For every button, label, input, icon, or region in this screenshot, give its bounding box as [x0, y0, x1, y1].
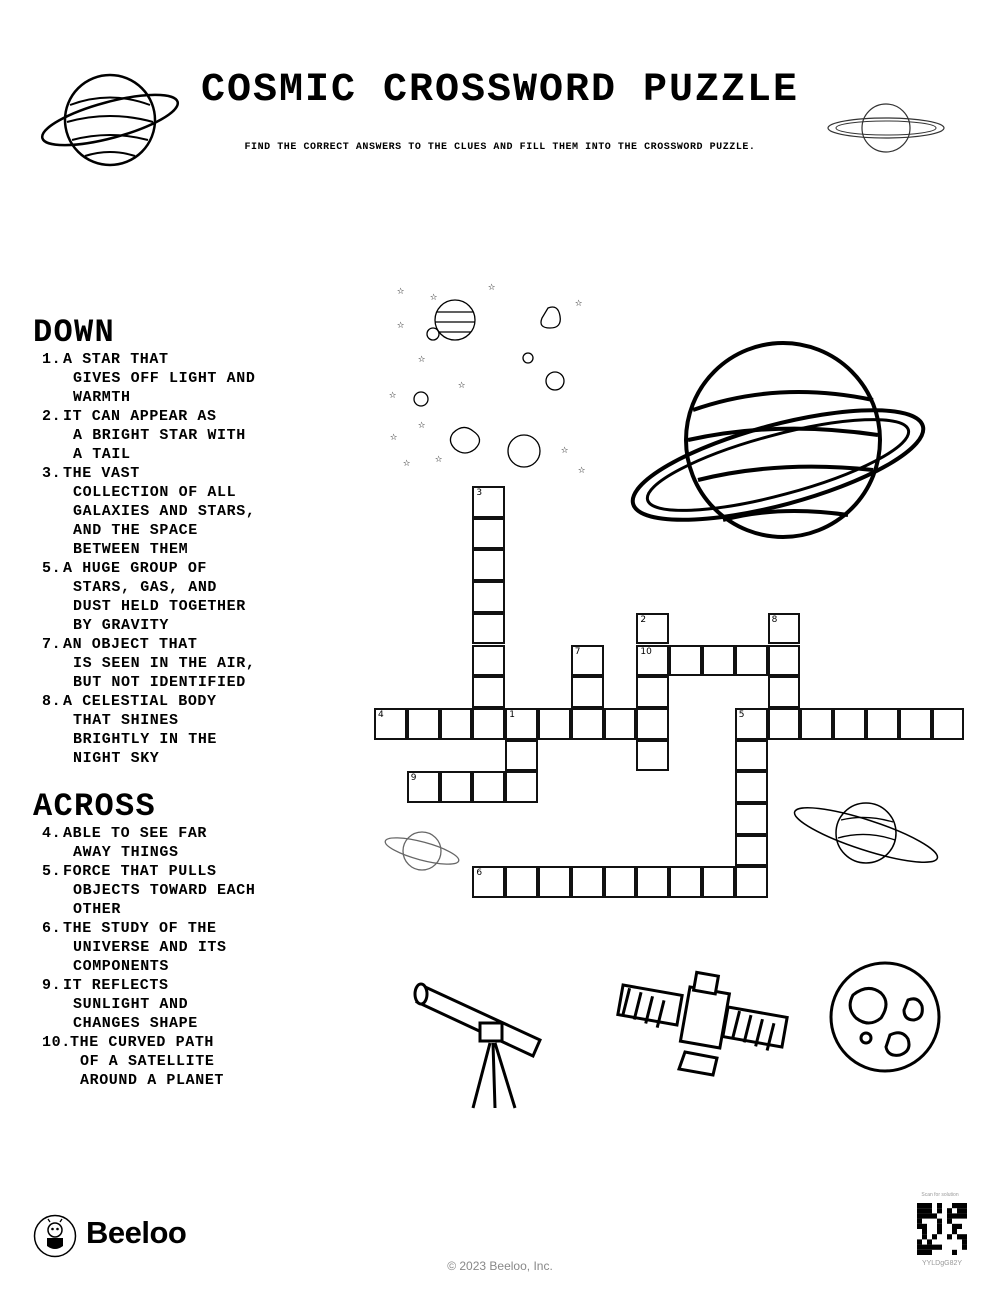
clue-text: STARS, GAS, AND — [73, 579, 218, 596]
svg-text:☆: ☆ — [575, 296, 583, 310]
clue-text: FORCE THAT PULLS — [63, 863, 217, 880]
clue-first-line — [42, 350, 255, 369]
clue-line — [42, 995, 255, 1014]
crossword-cell[interactable] — [472, 518, 505, 550]
stars-and-planets-cluster-icon — [385, 278, 600, 478]
crossword-cell[interactable] — [472, 645, 505, 677]
clue-text: AN OBJECT THAT — [63, 636, 198, 653]
clue-text: A HUGE GROUP OF — [63, 560, 208, 577]
down-heading: DOWN — [33, 314, 116, 351]
cell-clue-number: 4 — [378, 709, 384, 720]
clue-text: DUST HELD TOGETHER — [73, 598, 246, 615]
crossword-cell[interactable] — [768, 676, 801, 708]
clue-item — [42, 919, 255, 976]
clue-text: COLLECTION OF ALL — [73, 484, 237, 501]
crossword-cell[interactable] — [505, 740, 538, 772]
clue-number: 2. — [42, 408, 62, 425]
brand-name: Beeloo — [86, 1215, 187, 1250]
crossword-cell[interactable] — [636, 740, 669, 772]
crossword-cell[interactable] — [440, 708, 473, 740]
clue-number: 6. — [42, 920, 62, 937]
clue-number: 3. — [42, 465, 62, 482]
crossword-cell[interactable] — [407, 771, 440, 803]
svg-text:☆: ☆ — [418, 352, 426, 366]
crossword-cell[interactable] — [833, 708, 866, 740]
clue-line — [42, 426, 255, 445]
crossword-cell[interactable] — [735, 708, 768, 740]
cell-clue-number: 9 — [410, 773, 417, 784]
crossword-cell[interactable] — [702, 645, 735, 677]
clue-number: 5. — [42, 560, 62, 577]
clue-text: COMPONENTS — [73, 958, 170, 975]
crossword-cell[interactable] — [472, 613, 505, 645]
clue-line — [42, 749, 255, 768]
svg-text:☆: ☆ — [435, 452, 443, 466]
crossword-cell[interactable] — [505, 866, 538, 898]
clue-text: CHANGES SHAPE — [73, 1015, 198, 1032]
clue-text: THE CURVED PATH — [70, 1034, 215, 1051]
clue-text: SUNLIGHT AND — [73, 996, 189, 1013]
clue-first-line — [42, 464, 255, 483]
crossword-cell[interactable] — [472, 866, 505, 898]
crossword-cell[interactable] — [636, 676, 669, 708]
clue-line — [42, 900, 255, 919]
crossword-cell[interactable] — [440, 771, 473, 803]
clue-item — [42, 559, 255, 635]
crossword-cell[interactable] — [472, 581, 505, 613]
clue-item — [42, 407, 255, 464]
crossword-cell[interactable] — [374, 708, 407, 740]
moon-icon — [828, 960, 943, 1075]
crossword-cell[interactable] — [735, 866, 768, 898]
clue-first-line — [42, 1033, 255, 1052]
clue-line — [42, 673, 255, 692]
clue-item — [42, 350, 255, 407]
crossword-cell[interactable] — [571, 645, 604, 677]
page-title: COSMIC CROSSWORD PUZZLE — [200, 68, 800, 113]
clue-line — [42, 578, 255, 597]
clue-text: BUT NOT IDENTIFIED — [73, 674, 246, 691]
clue-item — [42, 862, 255, 919]
telescope-icon — [415, 968, 555, 1110]
clue-number: 10. — [42, 1034, 71, 1051]
svg-text:☆: ☆ — [418, 418, 426, 432]
clue-line — [42, 369, 255, 388]
cell-clue-number: 6 — [476, 868, 483, 879]
clue-line — [42, 521, 255, 540]
clue-text: NIGHT SKY — [73, 750, 160, 767]
clue-text: BETWEEN THEM — [73, 541, 189, 558]
crossword-cell[interactable] — [800, 708, 833, 740]
clue-line — [42, 730, 255, 749]
clue-text: OTHER — [73, 901, 122, 918]
clue-text: GALAXIES AND STARS, — [73, 503, 256, 520]
crossword-cell[interactable] — [571, 708, 604, 740]
clue-item — [42, 692, 255, 768]
puzzle-code: YYLDgG82Y — [921, 1260, 963, 1267]
crossword-cell[interactable] — [636, 708, 669, 740]
clue-text: A BRIGHT STAR WITH — [73, 427, 246, 444]
clue-first-line — [42, 407, 255, 426]
crossword-cell[interactable] — [538, 866, 571, 898]
cell-clue-number: 3 — [476, 488, 483, 498]
crossword-cell[interactable] — [702, 866, 735, 898]
svg-text:☆: ☆ — [403, 456, 411, 470]
svg-text:☆: ☆ — [430, 290, 438, 304]
clue-line — [42, 881, 255, 900]
clue-text: THAT SHINES — [73, 712, 179, 729]
cell-clue-number: 8 — [771, 614, 778, 625]
crossword-cell[interactable] — [505, 771, 538, 803]
crossword-cell[interactable] — [735, 803, 768, 835]
clue-text: A TAIL — [73, 446, 131, 463]
clue-line — [42, 597, 255, 616]
clue-line — [42, 502, 255, 521]
crossword-cell[interactable] — [899, 708, 932, 740]
clue-line — [42, 843, 255, 862]
clue-number: 7. — [42, 636, 62, 653]
clue-number: 9. — [42, 977, 62, 994]
crossword-cell[interactable] — [472, 771, 505, 803]
across-heading: ACROSS — [33, 788, 157, 825]
crossword-cell[interactable] — [472, 708, 505, 740]
svg-text:☆: ☆ — [488, 280, 496, 294]
clue-text: UNIVERSE AND ITS — [73, 939, 227, 956]
cell-clue-number: 5 — [738, 709, 745, 720]
clue-text: ABLE TO SEE FAR — [63, 825, 208, 842]
svg-text:☆: ☆ — [390, 430, 398, 444]
svg-text:☆: ☆ — [397, 318, 405, 332]
crossword-cell[interactable] — [932, 708, 965, 740]
crossword-cell[interactable] — [768, 708, 801, 740]
ringed-planet-top-left-icon — [40, 60, 180, 180]
crossword-cell[interactable] — [735, 835, 768, 867]
clue-line — [42, 938, 255, 957]
clue-text: THE STUDY OF THE — [63, 920, 217, 937]
cell-clue-number: 7 — [574, 646, 581, 657]
clue-text: GIVES OFF LIGHT AND — [73, 370, 256, 387]
down-clue-list — [42, 350, 255, 768]
clue-item — [42, 1033, 255, 1090]
clue-text: OBJECTS TOWARD EACH — [73, 882, 256, 899]
clue-first-line — [42, 862, 255, 881]
clue-text: A STAR THAT — [63, 351, 169, 368]
clue-line — [42, 540, 255, 559]
clue-line — [42, 957, 255, 976]
clue-text: BY GRAVITY — [73, 617, 170, 634]
crossword-cell[interactable] — [505, 708, 538, 740]
clue-line — [42, 388, 255, 407]
satellite-icon — [617, 970, 787, 1080]
copyright: © 2023 Beeloo, Inc. — [447, 1259, 553, 1273]
crossword-cell[interactable] — [636, 645, 669, 677]
crossword-cell[interactable] — [636, 866, 669, 898]
qr-code-icon[interactable] — [917, 1203, 967, 1255]
clue-first-line — [42, 919, 255, 938]
clue-first-line — [42, 824, 255, 843]
clue-item — [42, 976, 255, 1033]
crossword-cell[interactable] — [472, 549, 505, 581]
svg-text:☆: ☆ — [458, 378, 466, 392]
clue-text: AROUND A PLANET — [80, 1072, 225, 1089]
crossword-cell[interactable] — [735, 645, 768, 677]
ringed-planet-top-right-icon — [826, 100, 946, 156]
svg-text:☆: ☆ — [389, 388, 397, 402]
crossword-cell[interactable] — [407, 708, 440, 740]
crossword-cell[interactable] — [669, 645, 702, 677]
clue-text: AWAY THINGS — [73, 844, 179, 861]
crossword-cell[interactable] — [768, 613, 801, 645]
scan-for-solution-label: Scan for solution — [921, 1192, 959, 1198]
clue-line — [42, 1014, 255, 1033]
clue-item — [42, 635, 255, 692]
clue-text: IT REFLECTS — [63, 977, 169, 994]
clue-first-line — [42, 976, 255, 995]
svg-text:☆: ☆ — [561, 443, 569, 457]
crossword-cell[interactable] — [571, 676, 604, 708]
clue-text: OF A SATELLITE — [80, 1053, 215, 1070]
crossword-cell[interactable] — [768, 645, 801, 677]
clue-first-line — [42, 559, 255, 578]
clue-number: 4. — [42, 825, 62, 842]
clue-number: 1. — [42, 351, 62, 368]
crossword-cell[interactable] — [636, 613, 669, 645]
crossword-cell[interactable] — [735, 771, 768, 803]
across-clue-list — [42, 824, 255, 1090]
svg-text:☆: ☆ — [397, 284, 405, 298]
clue-text: AND THE SPACE — [73, 522, 198, 539]
clue-first-line — [42, 635, 255, 654]
crossword-cell[interactable] — [472, 486, 505, 518]
svg-text:☆: ☆ — [578, 463, 586, 477]
crossword-cell[interactable] — [866, 708, 899, 740]
crossword-cell[interactable] — [669, 866, 702, 898]
clue-number: 8. — [42, 693, 62, 710]
crossword-cell[interactable] — [735, 740, 768, 772]
cell-clue-number: 10 — [640, 646, 652, 657]
clue-line — [42, 445, 255, 464]
clue-line — [42, 654, 255, 673]
clue-line — [42, 1071, 255, 1090]
clue-text: IS SEEN IN THE AIR, — [73, 655, 256, 672]
clue-line — [42, 483, 255, 502]
clue-item — [42, 824, 255, 862]
clue-text: THE VAST — [63, 465, 140, 482]
clue-line — [42, 616, 255, 635]
clue-first-line — [42, 692, 255, 711]
clue-text: BRIGHTLY IN THE — [73, 731, 218, 748]
clue-text: A CELESTIAL BODY — [63, 693, 217, 710]
clue-text: WARMTH — [73, 389, 131, 406]
crossword-cell[interactable] — [571, 866, 604, 898]
instructions: FIND THE CORRECT ANSWERS TO THE CLUES AND FILL THEM INTO THE CROSSWORD PUZZLE. — [244, 142, 756, 153]
crossword-grid — [374, 486, 966, 900]
crossword-cell[interactable] — [604, 866, 637, 898]
clue-line — [42, 711, 255, 730]
cell-clue-number: 2 — [640, 614, 647, 625]
clue-line — [42, 1052, 255, 1071]
cell-clue-number: 1 — [509, 709, 515, 720]
clue-number: 5. — [42, 863, 62, 880]
beeloo-bee-logo-icon — [33, 1214, 77, 1258]
crossword-cell[interactable] — [472, 676, 505, 708]
crossword-cell[interactable] — [604, 708, 637, 740]
crossword-cell[interactable] — [538, 708, 571, 740]
clue-item — [42, 464, 255, 559]
clue-text: IT CAN APPEAR AS — [63, 408, 217, 425]
